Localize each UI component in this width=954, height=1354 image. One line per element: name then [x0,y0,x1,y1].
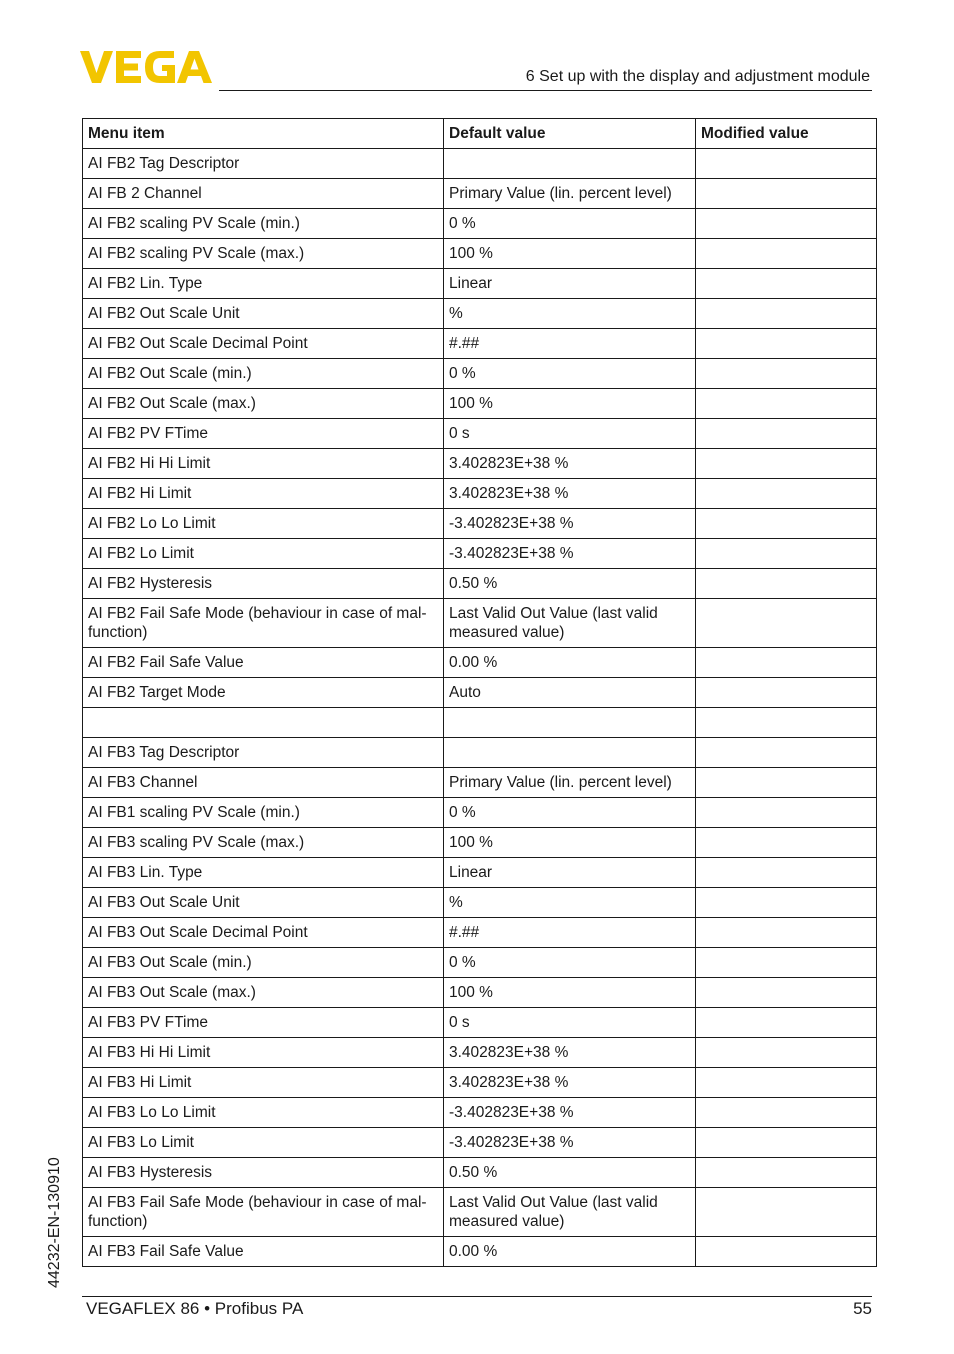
cell-menu-item: AI FB2 Fail Safe Mode (behaviour in case of mal- function) [83,599,444,648]
cell-default-value: 3.402823E+38 % [444,1068,696,1098]
cell-menu-item: AI FB3 Lo Lo Limit [83,1098,444,1128]
cell-modified-value [696,1158,877,1188]
cell-menu-item: AI FB2 Target Mode [83,678,444,708]
cell-default-value: 0 % [444,209,696,239]
table-row [83,918,877,948]
cell-modified-value [696,888,877,918]
table-row [83,599,877,648]
cell-modified-value [696,1128,877,1158]
cell-modified-value [696,599,877,648]
footer-divider [82,1296,872,1297]
cell-menu-item: AI FB3 Channel [83,768,444,798]
cell-menu-item: AI FB2 Hi Hi Limit [83,449,444,479]
cell-modified-value [696,1008,877,1038]
table-row [83,539,877,569]
cell-default-value: Primary Value (lin. percent level) [444,768,696,798]
cell-modified-value [696,269,877,299]
table-row [83,1008,877,1038]
table-row [83,269,877,299]
cell-default-value: 0.00 % [444,648,696,678]
table-row [83,569,877,599]
table-row [83,948,877,978]
cell-default-value: 0.00 % [444,1237,696,1267]
cell-modified-value [696,738,877,768]
cell-menu-item: AI FB3 Out Scale Decimal Point [83,918,444,948]
cell-default-value: % [444,888,696,918]
table-row [83,1068,877,1098]
cell-default-value: Auto [444,678,696,708]
cell-modified-value [696,798,877,828]
cell-default-value: #.## [444,329,696,359]
parameter-table [82,118,877,1267]
cell-menu-item: AI FB2 Hysteresis [83,569,444,599]
cell-modified-value [696,449,877,479]
table-row [83,449,877,479]
cell-default-value: 0 s [444,419,696,449]
cell-modified-value [696,509,877,539]
cell-menu-item: AI FB2 Lo Lo Limit [83,509,444,539]
cell-default-value: 0.50 % [444,569,696,599]
cell-default-value: -3.402823E+38 % [444,539,696,569]
footer-product: VEGAFLEX 86 • Profibus PA [86,1299,304,1318]
cell-default-value: % [444,299,696,329]
cell-menu-item: AI FB2 Fail Safe Value [83,648,444,678]
vega-logo [80,50,212,84]
table-row [83,738,877,768]
cell-modified-value [696,1188,877,1237]
cell-modified-value [696,1038,877,1068]
table-row [83,359,877,389]
cell-modified-value [696,359,877,389]
cell-modified-value [696,678,877,708]
cell-modified-value [696,648,877,678]
cell-default-value: Last Valid Out Value (last valid measured value) [444,599,696,648]
cell-modified-value [696,918,877,948]
cell-menu-item: AI FB3 Out Scale (max.) [83,978,444,1008]
cell-default-value: 0.50 % [444,1158,696,1188]
cell-menu-item: AI FB2 Lo Limit [83,539,444,569]
cell-menu-item: AI FB3 Tag Descriptor [83,738,444,768]
cell-menu-item: AI FB2 scaling PV Scale (max.) [83,239,444,269]
cell-menu-item: AI FB2 Out Scale Unit [83,299,444,329]
cell-menu-item: AI FB3 Hi Limit [83,1068,444,1098]
cell-modified-value [696,858,877,888]
cell-menu-item: AI FB3 Lo Limit [83,1128,444,1158]
cell-default-value: 100 % [444,978,696,1008]
cell-modified-value [696,389,877,419]
cell-default-value: Linear [444,269,696,299]
cell-menu-item: AI FB 2 Channel [83,179,444,209]
table-row [83,888,877,918]
cell-default-value: Linear [444,858,696,888]
cell-menu-item: AI FB3 Lin. Type [83,858,444,888]
cell-default-value: 100 % [444,389,696,419]
cell-modified-value [696,539,877,569]
cell-modified-value [696,948,877,978]
table-row [83,419,877,449]
cell-default-value: Primary Value (lin. percent level) [444,179,696,209]
table-row [83,389,877,419]
table-row [83,798,877,828]
cell-modified-value [696,828,877,858]
cell-default-value [444,708,696,738]
cell-modified-value [696,708,877,738]
cell-menu-item: AI FB3 Out Scale (min.) [83,948,444,978]
cell-default-value: 100 % [444,239,696,269]
cell-default-value: 0 % [444,798,696,828]
cell-menu-item: AI FB2 scaling PV Scale (min.) [83,209,444,239]
cell-modified-value [696,329,877,359]
column-header-modified-value: Modified value [696,119,877,149]
table-row [83,1038,877,1068]
cell-menu-item: AI FB3 Out Scale Unit [83,888,444,918]
cell-menu-item: AI FB3 Fail Safe Value [83,1237,444,1267]
cell-menu-item: AI FB2 Out Scale (min.) [83,359,444,389]
table-row [83,708,877,738]
cell-modified-value [696,1068,877,1098]
cell-modified-value [696,1098,877,1128]
section-title: 6 Set up with the display and adjustment module [525,68,870,85]
table-row [83,299,877,329]
cell-menu-item: AI FB2 Out Scale (max.) [83,389,444,419]
cell-default-value: Last Valid Out Value (last valid measured value) [444,1188,696,1237]
document-code: 44232-EN-130910 [46,1157,63,1288]
table-row [83,1158,877,1188]
cell-menu-item: AI FB1 scaling PV Scale (min.) [83,798,444,828]
table-row [83,678,877,708]
table-row [83,1128,877,1158]
cell-menu-item: AI FB2 Out Scale Decimal Point [83,329,444,359]
cell-modified-value [696,419,877,449]
column-header-menu-item: Menu item [83,119,444,149]
cell-menu-item: AI FB3 Fail Safe Mode (behaviour in case of mal- function) [83,1188,444,1237]
cell-menu-item: AI FB2 Hi Limit [83,479,444,509]
table-row [83,978,877,1008]
cell-default-value: 0 % [444,359,696,389]
cell-modified-value [696,479,877,509]
table-row [83,1237,877,1267]
cell-default-value: 3.402823E+38 % [444,1038,696,1068]
cell-default-value: -3.402823E+38 % [444,1128,696,1158]
cell-default-value: 100 % [444,828,696,858]
cell-menu-item: AI FB2 Tag Descriptor [83,149,444,179]
column-header-default-value: Default value [444,119,696,149]
header-divider [219,90,872,91]
cell-default-value [444,149,696,179]
table-row [83,648,877,678]
table-header-row [83,119,877,149]
table-row [83,509,877,539]
table-row [83,1188,877,1237]
table-row [83,329,877,359]
cell-menu-item: AI FB2 PV FTime [83,419,444,449]
cell-default-value: 3.402823E+38 % [444,479,696,509]
cell-menu-item: AI FB3 PV FTime [83,1008,444,1038]
table-row [83,209,877,239]
cell-menu-item: AI FB3 Hysteresis [83,1158,444,1188]
cell-menu-item: AI FB2 Lin. Type [83,269,444,299]
cell-modified-value [696,209,877,239]
cell-modified-value [696,1237,877,1267]
page-number: 55 [853,1299,872,1318]
cell-menu-item: AI FB3 Hi Hi Limit [83,1038,444,1068]
cell-default-value: #.## [444,918,696,948]
table-row [83,479,877,509]
cell-default-value: 0 s [444,1008,696,1038]
cell-modified-value [696,239,877,269]
cell-modified-value [696,179,877,209]
table-row [83,1098,877,1128]
table-row [83,828,877,858]
cell-default-value: 3.402823E+38 % [444,449,696,479]
cell-default-value: 0 % [444,948,696,978]
table-row [83,768,877,798]
cell-menu-item: AI FB3 scaling PV Scale (max.) [83,828,444,858]
cell-menu-item [83,708,444,738]
cell-modified-value [696,149,877,179]
table-row [83,239,877,269]
table-row [83,179,877,209]
cell-modified-value [696,978,877,1008]
cell-modified-value [696,569,877,599]
table-row [83,149,877,179]
table-row [83,858,877,888]
cell-modified-value [696,768,877,798]
cell-default-value: -3.402823E+38 % [444,509,696,539]
cell-modified-value [696,299,877,329]
cell-default-value: -3.402823E+38 % [444,1098,696,1128]
cell-default-value [444,738,696,768]
